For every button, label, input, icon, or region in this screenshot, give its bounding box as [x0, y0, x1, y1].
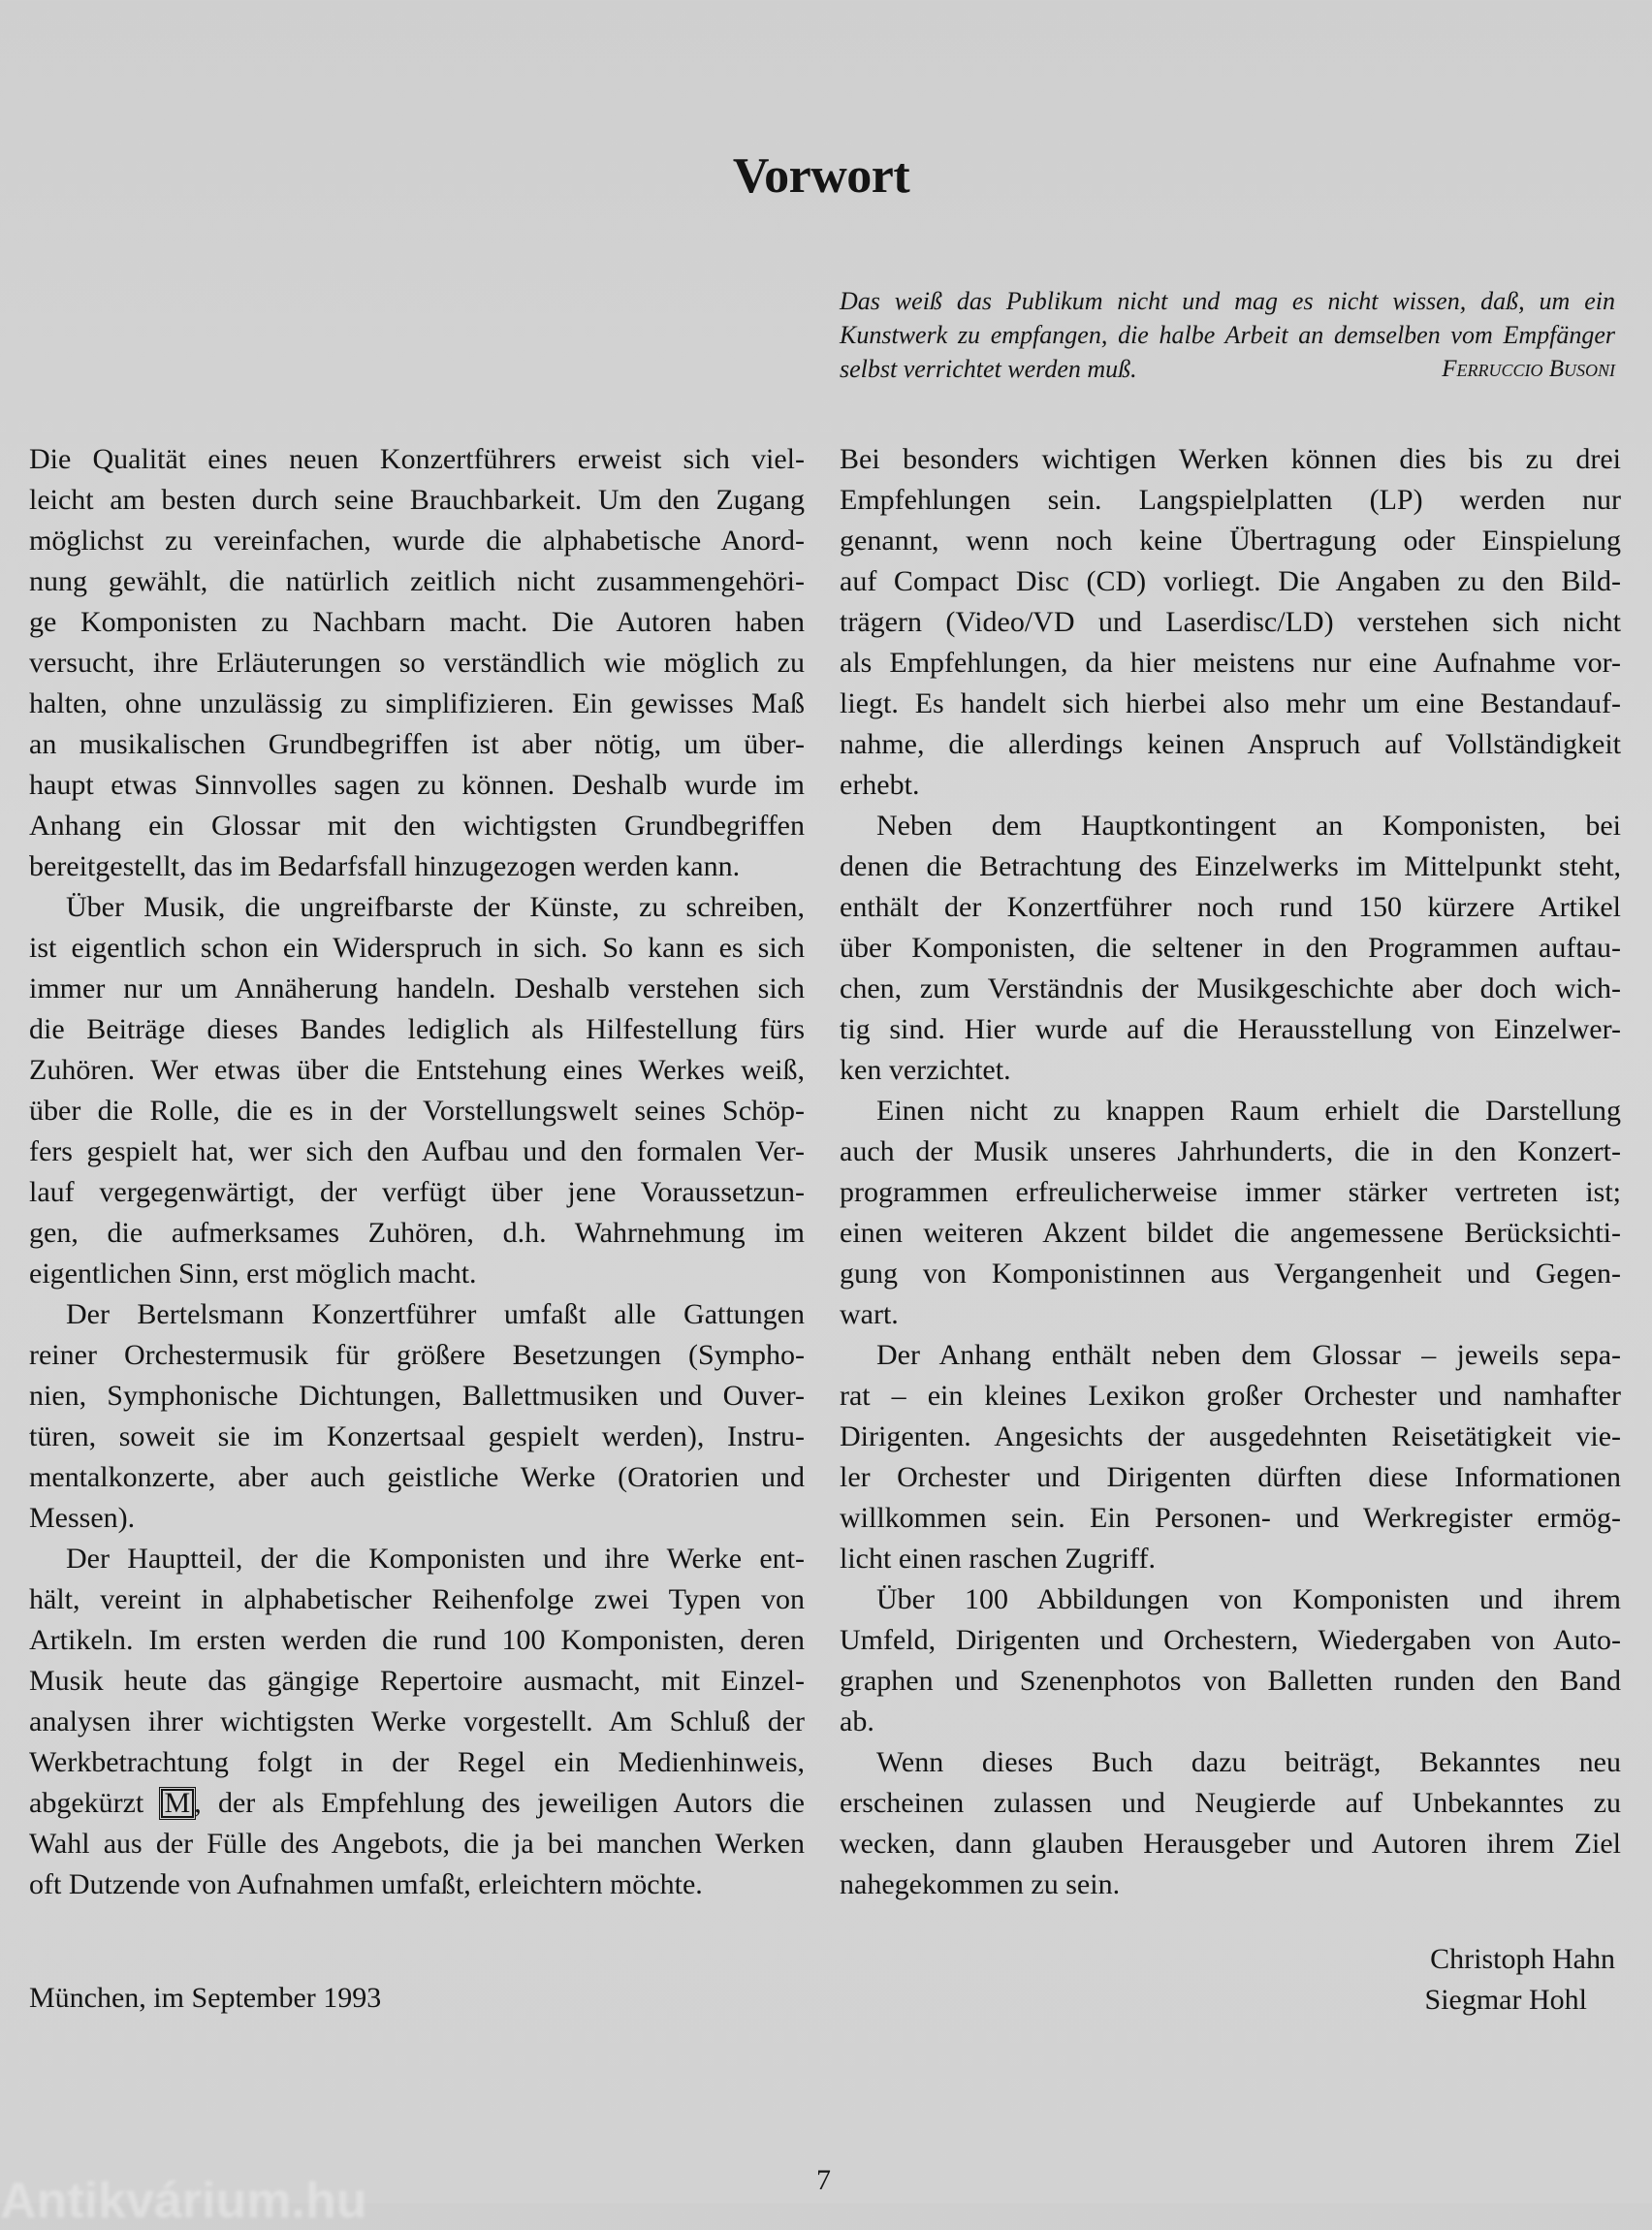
signature: Siegmar Hohl [1424, 1984, 1587, 2016]
text-line: Über 100 Abbildungen von Komponisten und ihrem [876, 1583, 1621, 1615]
text-line: die Beiträge dieses Bandes lediglich als Hilfestellung fürs [29, 1013, 805, 1045]
text-line: Über Musik, die ungreifbarste der Künste, zu schreiben, [66, 891, 805, 923]
date-line: München, im September 1993 [29, 1982, 382, 2014]
epigraph-author: Ferruccio Busoni [1442, 356, 1615, 382]
text-line [29, 1783, 805, 1824]
text-line: programmen erfreulicherweise immer stärker vertreten ist; [840, 1176, 1621, 1208]
watermark-logo: Antikvárium.hu [0, 2173, 367, 2229]
text-line: über Komponisten, die seltener in den Programmen auftau- [840, 932, 1621, 964]
text-line: Messen). [29, 1502, 136, 1534]
text-line: Bei besonders wichtigen Werken können dies bis zu drei [840, 443, 1621, 475]
text-line: rat – ein kleines Lexikon großer Orchester und namhafter [840, 1380, 1621, 1412]
text-line: Dirigenten. Angesichts der ausgedehnten Reisetätigkeit vie- [840, 1420, 1621, 1452]
text-line: Die Qualität eines neuen Konzertführers erweist sich viel- [29, 443, 805, 475]
text-line: Werkbetrachtung folgt in der Regel ein Medienhinweis, [29, 1746, 805, 1778]
text-line: Neben dem Hauptkontingent an Komponisten, bei [876, 810, 1621, 842]
text-line: Anhang ein Glossar mit den wichtigsten Grundbegriffen [29, 810, 805, 842]
page-number: 7 [816, 2164, 831, 2196]
media-marker-icon: M [161, 1789, 195, 1818]
signature: Christoph Hahn [1430, 1943, 1615, 1975]
text-line: immer nur um Annäherung handeln. Deshalb verstehen sich [29, 972, 805, 1004]
text-line: auf Compact Disc (CD) vorliegt. Die Angaben zu den Bild- [840, 565, 1621, 597]
text-line: fers gespielt hat, wer sich den Aufbau und den formalen Ver- [29, 1135, 805, 1167]
text-line: auch der Musik unseres Jahrhunderts, die in den Konzert- [840, 1135, 1621, 1167]
text-line: nahme, die allerdings keinen Anspruch auf Vollständigkeit [840, 728, 1621, 760]
text-line: gen, die aufmerksames Zuhören, d.h. Wahrnehmung im [29, 1217, 805, 1249]
text-line: nien, Symphonische Dichtungen, Ballettmusiken und Ouver- [29, 1380, 805, 1412]
text-line: Artikeln. Im ersten werden die rund 100 Komponisten, deren [29, 1624, 805, 1656]
text-line: mentalkonzerte, aber auch geistliche Werke (Oratorien und [29, 1461, 805, 1493]
text-line: als Empfehlungen, da hier meistens nur eine Aufnahme vor- [840, 647, 1621, 679]
text-line: Empfehlungen sein. Langspielplatten (LP) werden nur [840, 484, 1621, 516]
text-line: wart. [840, 1298, 899, 1330]
text-line: halten, ohne unzulässig zu simplifizieren. Ein gewisses Maß [29, 687, 805, 719]
text-line: Der Bertelsmann Konzertführer umfaßt alle Gattungen [66, 1298, 805, 1330]
text-line: denen die Betrachtung des Einzelwerks im Mittelpunkt steht, [840, 850, 1621, 882]
text-line: eigentlichen Sinn, erst möglich macht. [29, 1258, 477, 1290]
text-line: bereitgestellt, das im Bedarfsfall hinzugezogen werden kann. [29, 850, 741, 882]
text-line: erhebt. [840, 769, 920, 801]
text-fragment: , der als Empfehlung des jeweiligen Autors die [194, 1787, 805, 1819]
text-line: wecken, dann glauben Herausgeber und Autoren ihrem Ziel [840, 1828, 1621, 1860]
epigraph-line: Kunstwerk zu empfangen, die halbe Arbeit an demselben vom Empfänger [840, 321, 1615, 349]
text-line: Umfeld, Dirigenten und Orchestern, Wiedergaben von Auto- [840, 1624, 1621, 1656]
text-line: Der Anhang enthält neben dem Glossar – jeweils sepa- [876, 1339, 1621, 1371]
epigraph-last-line [840, 352, 1615, 386]
text-line: nung gewählt, die natürlich zeitlich nicht zusammengehöri- [29, 565, 805, 597]
text-line: türen, soweit sie im Konzertsaal gespielt werden), Instru- [29, 1420, 805, 1452]
right-column [840, 439, 1621, 1905]
text-line: ler Orchester und Dirigenten dürften diese Informationen [840, 1461, 1621, 1493]
text-line: ken verzichtet. [840, 1054, 1011, 1086]
text-line: versucht, ihre Erläuterungen so verständlich wie möglich zu [29, 647, 805, 679]
text-line: lauf vergegenwärtigt, der verfügt über jene Voraussetzun- [29, 1176, 805, 1208]
left-column [29, 439, 805, 1905]
text-line: über die Rolle, die es in der Vorstellungswelt seines Schöp- [29, 1095, 805, 1127]
text-line: gung von Komponistinnen aus Vergangenheit und Gegen- [840, 1258, 1621, 1290]
text-line: Wenn dieses Buch dazu beiträgt, Bekanntes neu [876, 1746, 1621, 1778]
text-line: haupt etwas Sinnvolles sagen zu können. Deshalb wurde im [29, 769, 805, 801]
text-line: Der Hauptteil, der die Komponisten und ihre Werke ent- [66, 1543, 805, 1575]
text-line: genannt, wenn noch keine Übertragung oder Einspielung [840, 525, 1621, 557]
text-line: reiner Orchestermusik für größere Besetzungen (Sympho- [29, 1339, 805, 1371]
text-line: tig sind. Hier wurde auf die Herausstellung von Einzelwer- [840, 1013, 1621, 1045]
text-line: ge Komponisten zu Nachbarn macht. Die Autoren haben [29, 606, 805, 638]
text-line: Musik heute das gängige Repertoire ausmacht, mit Einzel- [29, 1665, 805, 1697]
text-line: enthält der Konzertführer noch rund 150 kürzere Artikel [840, 891, 1621, 923]
text-line: hält, vereint in alphabetischer Reihenfolge zwei Typen von [29, 1583, 805, 1615]
text-line: erscheinen zulassen und Neugierde auf Unbekanntes zu [840, 1787, 1621, 1819]
epigraph [840, 284, 1615, 386]
text-line: ist eigentlich schon ein Widerspruch in sich. So kann es sich [29, 932, 805, 964]
text-line: trägern (Video/VD und Laserdisc/LD) verstehen sich nicht [840, 606, 1621, 638]
page-title: Vorwort [732, 148, 910, 204]
text-line: liegt. Es handelt sich hierbei also mehr um eine Bestandauf- [840, 687, 1621, 719]
text-line: an musikalischen Grundbegriffen ist aber nötig, um über- [29, 728, 805, 760]
text-line: Zuhören. Wer etwas über die Entstehung eines Werkes weiß, [29, 1054, 805, 1086]
text-line: analysen ihrer wichtigsten Werke vorgestellt. Am Schluß der [29, 1705, 805, 1737]
text-line: graphen und Szenenphotos von Balletten runden den Band [840, 1665, 1621, 1697]
text-line: leicht am besten durch seine Brauchbarkeit. Um den Zugang [29, 484, 805, 516]
text-line: oft Dutzende von Aufnahmen umfaßt, erleichtern möchte. [29, 1868, 703, 1900]
epigraph-line: selbst verrichtet werden muß. [840, 355, 1137, 383]
epigraph-line: Das weiß das Publikum nicht und mag es nicht wissen, daß, um ein [840, 287, 1615, 315]
text-line: Wahl aus der Fülle des Angebots, die ja bei manchen Werken [29, 1828, 805, 1860]
text-line: nahegekommen zu sein. [840, 1868, 1121, 1900]
text-line: ab. [840, 1705, 874, 1737]
text-line: licht einen raschen Zugriff. [840, 1543, 1156, 1575]
text-line: Einen nicht zu knappen Raum erhielt die Darstellung [876, 1095, 1621, 1127]
text-line: möglichst zu vereinfachen, wurde die alphabetische Anord- [29, 525, 805, 557]
text-line: einen weiteren Akzent bildet die angemessene Berücksichti- [840, 1217, 1621, 1249]
text-fragment: abgekürzt [29, 1787, 161, 1819]
text-line: chen, zum Verständnis der Musikgeschichte aber doch wich- [840, 972, 1621, 1004]
text-line: willkommen sein. Ein Personen- und Werkregister ermög- [840, 1502, 1621, 1534]
